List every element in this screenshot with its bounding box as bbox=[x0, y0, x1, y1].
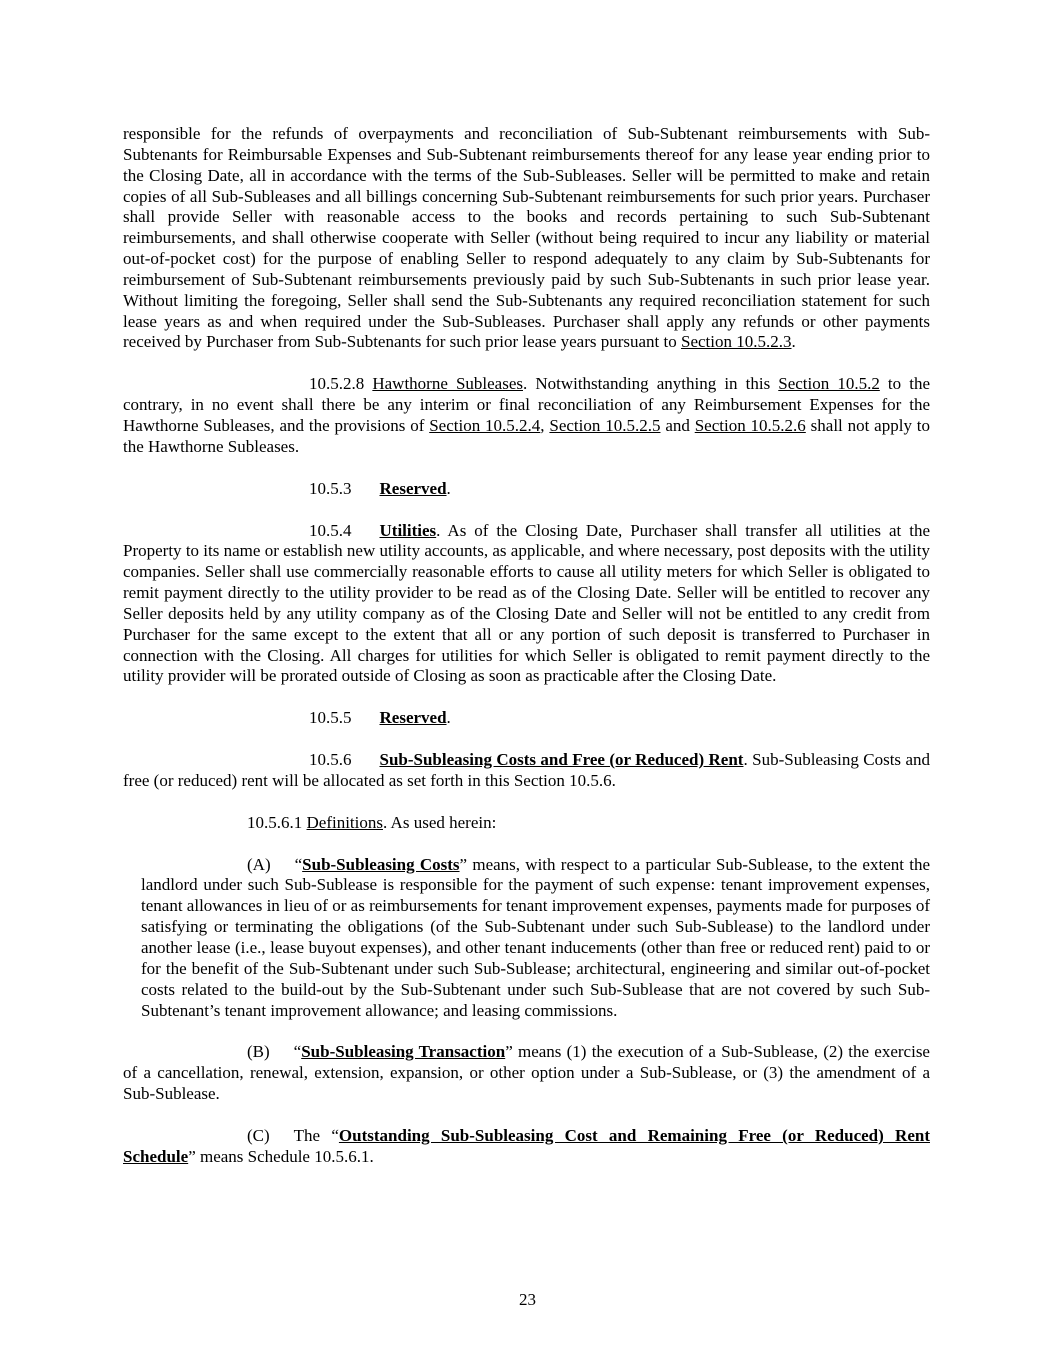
paragraph-continuation bbox=[123, 124, 930, 353]
text-run: Utilities bbox=[379, 520, 437, 540]
paragraph-section-10-5-6 bbox=[123, 750, 930, 792]
text-run: ” means (1) the execution of a Sub-Sublease, (2) the exercise of a cancellation, renewal, extension, expansion, or other option under a Sub-Sublease, or (3) the amendment of a Sub-Sublease. bbox=[123, 1042, 930, 1104]
text-run: Section 10.5.2 bbox=[778, 374, 880, 394]
text-run: . bbox=[446, 478, 451, 498]
text-run: . bbox=[791, 332, 796, 352]
page-number: 23 bbox=[519, 1290, 536, 1309]
paragraph-section-10-5-2-8 bbox=[123, 374, 930, 457]
document-body bbox=[123, 124, 930, 1168]
text-run: 10.5.6.1 bbox=[247, 812, 307, 832]
text-run: Outstanding Sub-Subleasing Cost and Remaining Free (or Reduced) Rent Schedule bbox=[123, 1125, 930, 1166]
text-run: . Notwithstanding anything in this bbox=[523, 374, 779, 394]
text-run: . As of the Closing Date, Purchaser shall transfer all utilities at the Property to its name or establish new utility accounts, as applicable, and where necessary, post deposits with the utility companies. Seller shall use commercially reasonable efforts to cause all utility meters for which Seller is obligated to remit payment directly to the utility provider to be read as of the Closing Date. Seller will be entitled to recover any Seller deposits held by any utility company as of the Closing Date and Seller will not be entitled to any credit from Purchaser for the same except to the extent that all or any portion of such deposit is transferred to Purchaser in connection with the Closing. All charges for utilities for which Seller is obligated to remit payment directly to the utility provider will be prorated outside of Closing as soon as practicable after the Closing Date. bbox=[123, 520, 930, 686]
text-run: Sub-Subleasing Transaction bbox=[301, 1042, 506, 1062]
text-run: Section 10.5.2.3 bbox=[681, 332, 792, 352]
text-run: . bbox=[446, 708, 451, 728]
text-run: Section 10.5.2.5 bbox=[549, 415, 661, 435]
text-run: Section 10.5.2.4 bbox=[429, 415, 541, 435]
text-run: Reserved bbox=[379, 478, 447, 498]
text-run: responsible for the refunds of overpayments and reconciliation of Sub-Subtenant reimbursements with Sub-Subtenants for Reimbursable Expenses and Sub-Subtenant reimbursements thereof for any lease year ending prior to the Closing Date, all in accordance with the terms of the Sub-Subleases. Seller will be permitted to make and retain copies of all Sub-Subleases and all billings concerning Sub-Subtenant reimbursements for such prior years. Purchaser shall provide Seller with reasonable access to the books and records pertaining to such Sub-Subtenant reimbursements, and shall otherwise cooperate with Seller (without being required to incur any liability or material out-of-pocket cost) for the purpose of enabling Seller to respond adequately to any claim by Sub-Subtenants for reimbursement of Sub-Subtenant reimbursements previously paid by such Sub-Subtenants in such prior lease year. Without limiting the foregoing, Seller shall send the Sub-Subtenants any required reconciliation statement for such lease years as and when required under the Sub-Subleases. Purchaser shall apply any refunds or other payments received by Purchaser from Sub-Subtenants for such prior lease years pursuant to bbox=[123, 124, 930, 352]
text-run: Sub-Subleasing Costs bbox=[302, 854, 460, 874]
text-run: Reserved bbox=[379, 708, 447, 728]
heading-section-10-5-5 bbox=[123, 708, 930, 729]
text-run: The “ bbox=[293, 1125, 339, 1145]
text-run: 10.5.6 bbox=[309, 750, 352, 770]
heading-section-10-5-3 bbox=[123, 479, 930, 500]
paragraph-definition-b bbox=[123, 1042, 930, 1105]
paragraph-section-10-5-4 bbox=[123, 521, 930, 688]
text-run: ” means Schedule 10.5.6.1. bbox=[188, 1146, 374, 1166]
text-run: Definitions bbox=[306, 812, 383, 832]
text-run: and bbox=[660, 415, 695, 435]
text-run: . As used herein: bbox=[383, 812, 497, 832]
text-run: 10.5.4 bbox=[309, 520, 352, 540]
text-run: 10.5.3 bbox=[309, 478, 352, 498]
text-run: “ bbox=[293, 1042, 302, 1062]
paragraph-definition-a bbox=[123, 855, 930, 1022]
text-run: , bbox=[540, 415, 550, 435]
text-run: 10.5.2.8 bbox=[309, 374, 373, 394]
text-run: (C) bbox=[247, 1125, 270, 1145]
text-run: (B) bbox=[247, 1042, 270, 1062]
text-run: Section 10.5.2.6 bbox=[694, 415, 806, 435]
text-run: ” means, with respect to a particular Sub-Sublease, to the extent the landlord under such Sub-Sublease is responsible for the payment of such expense: tenant improvement expenses, tenant allowances in lieu of or as reimbursements for tenant improvement expenses, payments made for purposes of satisfying or terminating the obligations (of the Sub-Subtenant under such Sub-Sublease) to the landlord under another lease (i.e., lease buyout expenses), and other tenant inducements (other than free or reduced rent) paid to or for the benefit of the Sub-Subtenant under such Sub-Sublease; architectural, engineering and similar out-of-pocket costs related to the build-out by the Sub-Subtenant under such Sub-Sublease that are not covered by such Sub-Subtenant’s tenant improvement allowance; and leasing commissions. bbox=[141, 854, 930, 1020]
heading-section-10-5-6-1 bbox=[123, 813, 930, 834]
text-run: 10.5.5 bbox=[309, 708, 352, 728]
text-run: (A) bbox=[247, 854, 271, 874]
text-run: to the contrary, in no event shall there be any interim or final reconciliation of any Reimbursement Expenses for the Hawthorne Subleases, and the provisions of bbox=[123, 374, 930, 435]
text-run: . Sub-Subleasing Costs and free (or reduced) rent will be allocated as set forth in this Section 10.5.6. bbox=[123, 750, 930, 790]
text-run: Sub-Subleasing Costs and Free (or Reduced) Rent bbox=[379, 750, 744, 770]
text-run: “ bbox=[294, 854, 303, 874]
text-run: shall not apply to the Hawthorne Subleases. bbox=[123, 415, 931, 456]
text-run: Hawthorne Subleases bbox=[372, 374, 523, 394]
paragraph-definition-c bbox=[123, 1126, 930, 1168]
